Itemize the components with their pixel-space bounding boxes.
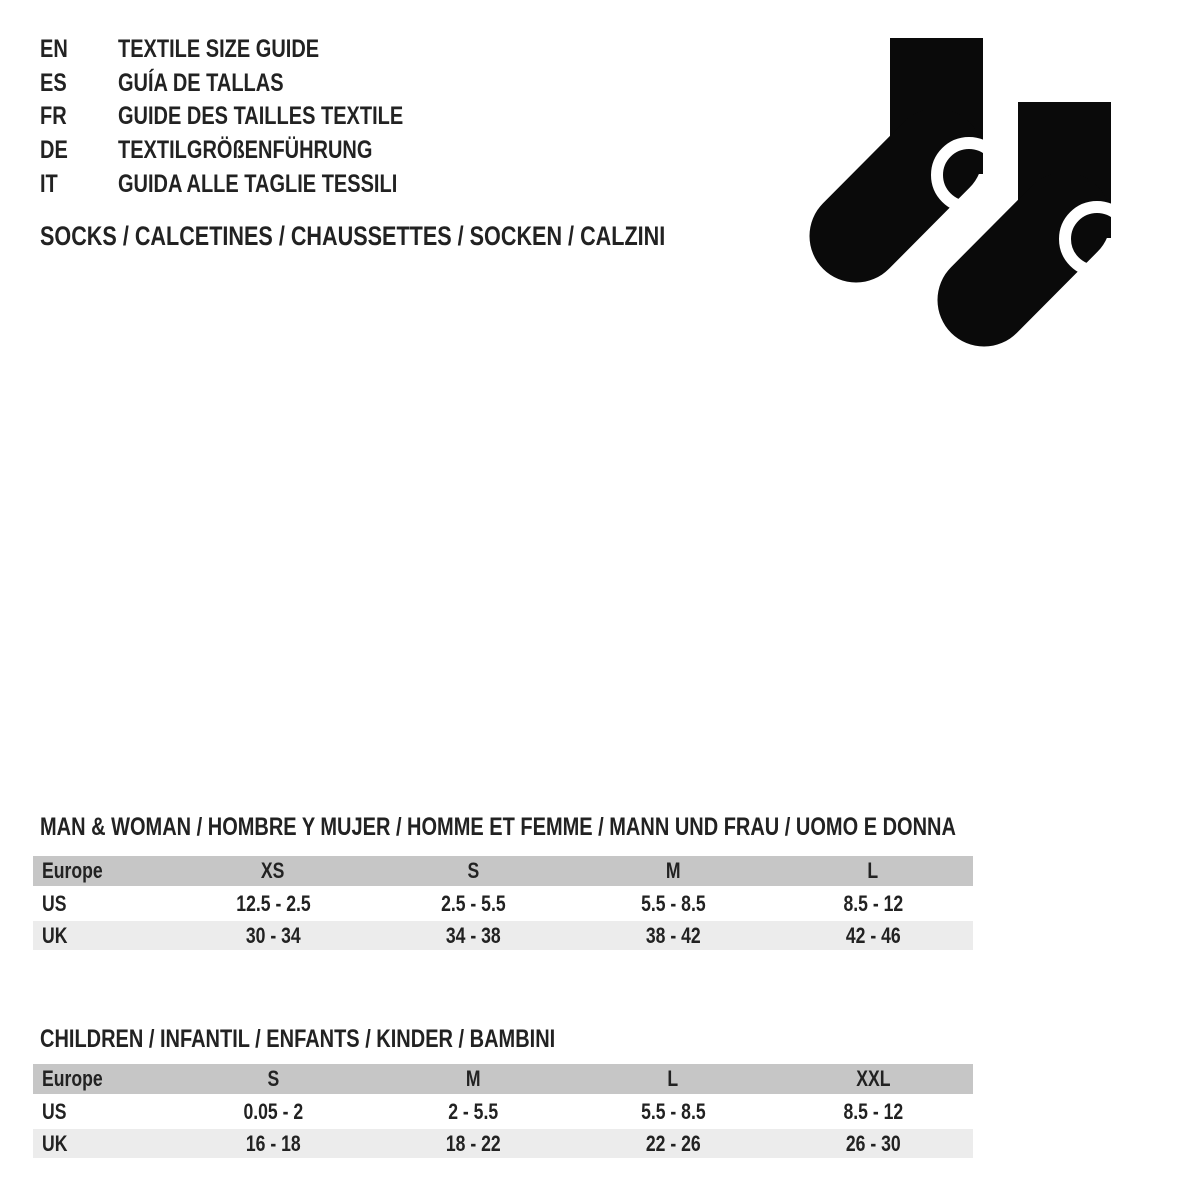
size-cell: 16 - 18 bbox=[245, 1130, 301, 1156]
column-header-size: S bbox=[267, 1066, 279, 1091]
lang-code: EN bbox=[40, 35, 68, 64]
language-guide-list bbox=[40, 33, 475, 201]
lang-title: GUIDE DES TAILLES TEXTILE bbox=[118, 102, 404, 131]
size-cell: 42 - 46 bbox=[845, 922, 901, 948]
table-row-uk bbox=[33, 1129, 973, 1158]
lang-title: TEXTILE SIZE GUIDE bbox=[118, 35, 320, 64]
lang-code: ES bbox=[40, 68, 67, 97]
row-label: US bbox=[42, 1098, 67, 1124]
row-label: UK bbox=[42, 922, 68, 948]
lang-code: IT bbox=[40, 169, 58, 198]
adults-table-title: MAN & WOMAN / HOMBRE Y MUJER / HOMME ET FEMME / MANN UND FRAU / UOMO E DONNA bbox=[40, 813, 956, 841]
product-category-title bbox=[40, 219, 822, 253]
size-cell: 22 - 26 bbox=[645, 1130, 701, 1156]
size-cell: 12.5 - 2.5 bbox=[235, 890, 311, 916]
product-category-text: SOCKS / CALCETINES / CHAUSSETTES / SOCKEN / CALZINI bbox=[40, 220, 666, 251]
lang-row-en bbox=[40, 33, 475, 67]
size-cell: 34 - 38 bbox=[445, 922, 501, 948]
lang-title: TEXTILGRÖßENFÜHRUNG bbox=[118, 136, 373, 165]
table-header-row bbox=[33, 856, 973, 886]
lang-code: FR bbox=[40, 102, 67, 131]
table-row-us bbox=[33, 886, 973, 921]
size-cell: 5.5 - 8.5 bbox=[640, 1098, 706, 1124]
size-cell: 8.5 - 12 bbox=[843, 1098, 903, 1124]
column-header-size: S bbox=[467, 858, 479, 883]
table-row-uk bbox=[33, 921, 973, 950]
children-table-title: CHILDREN / INFANTIL / ENFANTS / KINDER / BAMBINI bbox=[40, 1025, 556, 1053]
size-cell: 2.5 - 5.5 bbox=[440, 890, 506, 916]
sock-front bbox=[984, 102, 1129, 300]
table-header-row bbox=[33, 1064, 973, 1094]
size-cell: 38 - 42 bbox=[645, 922, 701, 948]
column-header-size: M bbox=[665, 858, 681, 883]
column-header-region: Europe bbox=[42, 1066, 103, 1091]
row-label: UK bbox=[42, 1130, 68, 1156]
size-table-children bbox=[33, 1064, 973, 1158]
size-table-adults bbox=[33, 856, 973, 950]
column-header-size: XXL bbox=[855, 1066, 891, 1091]
lang-code: DE bbox=[40, 136, 68, 165]
size-cell: 18 - 22 bbox=[445, 1130, 501, 1156]
row-label: US bbox=[42, 890, 67, 916]
lang-row-it bbox=[40, 167, 475, 201]
size-cell: 5.5 - 8.5 bbox=[640, 890, 706, 916]
size-cell: 8.5 - 12 bbox=[843, 890, 903, 916]
column-header-region: Europe bbox=[42, 858, 103, 883]
lang-title: GUÍA DE TALLAS bbox=[118, 68, 284, 97]
lang-row-fr bbox=[40, 100, 475, 134]
socks-icon bbox=[800, 25, 1130, 365]
sock-back bbox=[856, 38, 1001, 236]
column-header-size: L bbox=[667, 1066, 679, 1091]
table-row-us bbox=[33, 1094, 973, 1129]
size-cell: 26 - 30 bbox=[845, 1130, 901, 1156]
lang-title: GUIDA ALLE TAGLIE TESSILI bbox=[118, 169, 398, 198]
size-cell: 2 - 5.5 bbox=[448, 1098, 498, 1124]
column-header-size: M bbox=[465, 1066, 481, 1091]
lang-row-es bbox=[40, 67, 475, 101]
column-header-size: XS bbox=[261, 858, 285, 883]
size-cell: 30 - 34 bbox=[245, 922, 301, 948]
column-header-size: L bbox=[867, 858, 879, 883]
lang-row-de bbox=[40, 134, 475, 168]
size-cell: 0.05 - 2 bbox=[243, 1098, 303, 1124]
